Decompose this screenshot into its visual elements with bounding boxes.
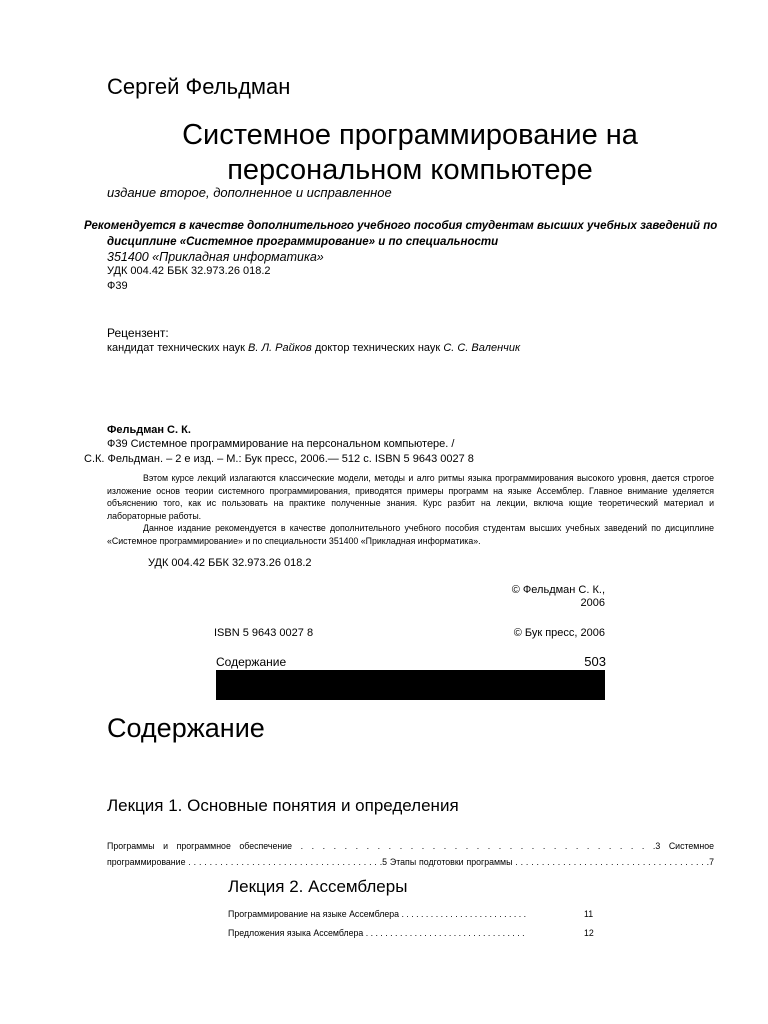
reviewer-degree-1: кандидат технических наук xyxy=(107,342,245,354)
udk-classification-2: УДК 004.42 ББК 32.973.26 018.2 xyxy=(148,557,312,569)
abstract-paragraph: Вэтом курсе лекций излагаются классические модели, методы и алго ритмы языка программирования высокого уровня, дается строгое изложение основ теории системного программирования, приводятся примеры программ на языке Ассемблер. Главное внимание уделяется объяснению того, как ис пользовать на практике полученные знания. Курс разбит на лекции, включа ющие теоретический материал и лабораторные работы. xyxy=(107,473,714,521)
copyright-publisher: © Бук пресс, 2006 xyxy=(513,627,605,639)
contents-heading: Содержание xyxy=(107,713,265,743)
udk-classification: УДК 004.42 ББК 32.973.26 018.2 xyxy=(107,265,271,277)
reviewer-label: Рецензент: xyxy=(107,326,169,340)
toc-entry[interactable]: Предложения языка Ассемблера . . . . . . . . . . . . . . . . . . . . . . . . . . . . . . . . . xyxy=(228,928,525,938)
bibliography-line-2: С.К. Фельдман. – 2 е изд. – М.: Бук пресс, 2006.— 512 с. ISBN 5 9643 0027 8 xyxy=(84,453,474,465)
toc-page-number: 11 xyxy=(584,909,594,919)
bibliography-line-1: Ф39 Системное программирование на персональном компьютере. / xyxy=(107,438,455,450)
abstract-paragraph: Данное издание рекомендуется в качестве дополнительного учебного пособия студентам высших учебных заведений по дисциплине «Системное программирование» и по специальности 351400 «Прикладная информатика». xyxy=(107,523,714,546)
toc-page-number: 12 xyxy=(584,928,594,938)
reviewer-degree-2: доктор технических наук xyxy=(314,342,441,354)
copyright-author-line-1: © Фельдман С. К., xyxy=(511,584,605,596)
bibliography-author: Фельдман С. К. xyxy=(107,424,191,436)
recommendation-line-2: дисциплине «Системное программирование» и по специальности xyxy=(107,236,499,248)
toc-entry[interactable]: Программирование на языке Ассемблера . . . . . . . . . . . . . . . . . . . . . . . . . . xyxy=(228,909,527,919)
redaction-bar xyxy=(216,670,605,700)
running-header-page-number: 503 xyxy=(584,654,606,669)
reviewer-name-1: В. Л. Райков xyxy=(248,342,312,354)
abstract xyxy=(107,472,714,547)
toc-entry[interactable]: программирование . . . . . . . . . . . . . . . . . . . . . . . . . . . . . . . . . . . . .5 Этапы подготовки программы . . . . . . . . . . . . . . . . . . . . . . . . . . . . . . . . . . . . .7 xyxy=(107,857,714,867)
edition-note: издание второе, дополненное и исправленное xyxy=(107,185,392,200)
running-header-label: Содержание xyxy=(216,655,287,669)
lecture-1-heading: Лекция 1. Основные понятия и определения xyxy=(107,796,459,815)
reviewer-name-2: С. С. Валенчик xyxy=(443,342,521,354)
isbn: ISBN 5 9643 0027 8 xyxy=(214,627,314,639)
lecture-1-toc xyxy=(107,838,714,870)
book-author: Сергей Фельдман xyxy=(107,74,291,99)
catalog-code: Ф39 xyxy=(107,280,128,292)
reviewer-line xyxy=(107,342,520,355)
lecture-2-heading: Лекция 2. Ассемблеры xyxy=(228,877,408,896)
toc-entry[interactable]: Программы и программное обеспечение . . . . . . . . . . . . . . . . . . . . . . . . . . . . . . . . .3 Системное xyxy=(107,841,714,851)
copyright-author-line-2: 2006 xyxy=(580,597,605,609)
book-title: Системное программирование на персональном компьютере xyxy=(182,119,638,186)
recommendation-line-3: 351400 «Прикладная информатика» xyxy=(107,250,324,264)
recommendation-line-1: Рекомендуется в качестве дополнительного учебного пособия студентам высших учебных заведений по xyxy=(84,220,718,232)
